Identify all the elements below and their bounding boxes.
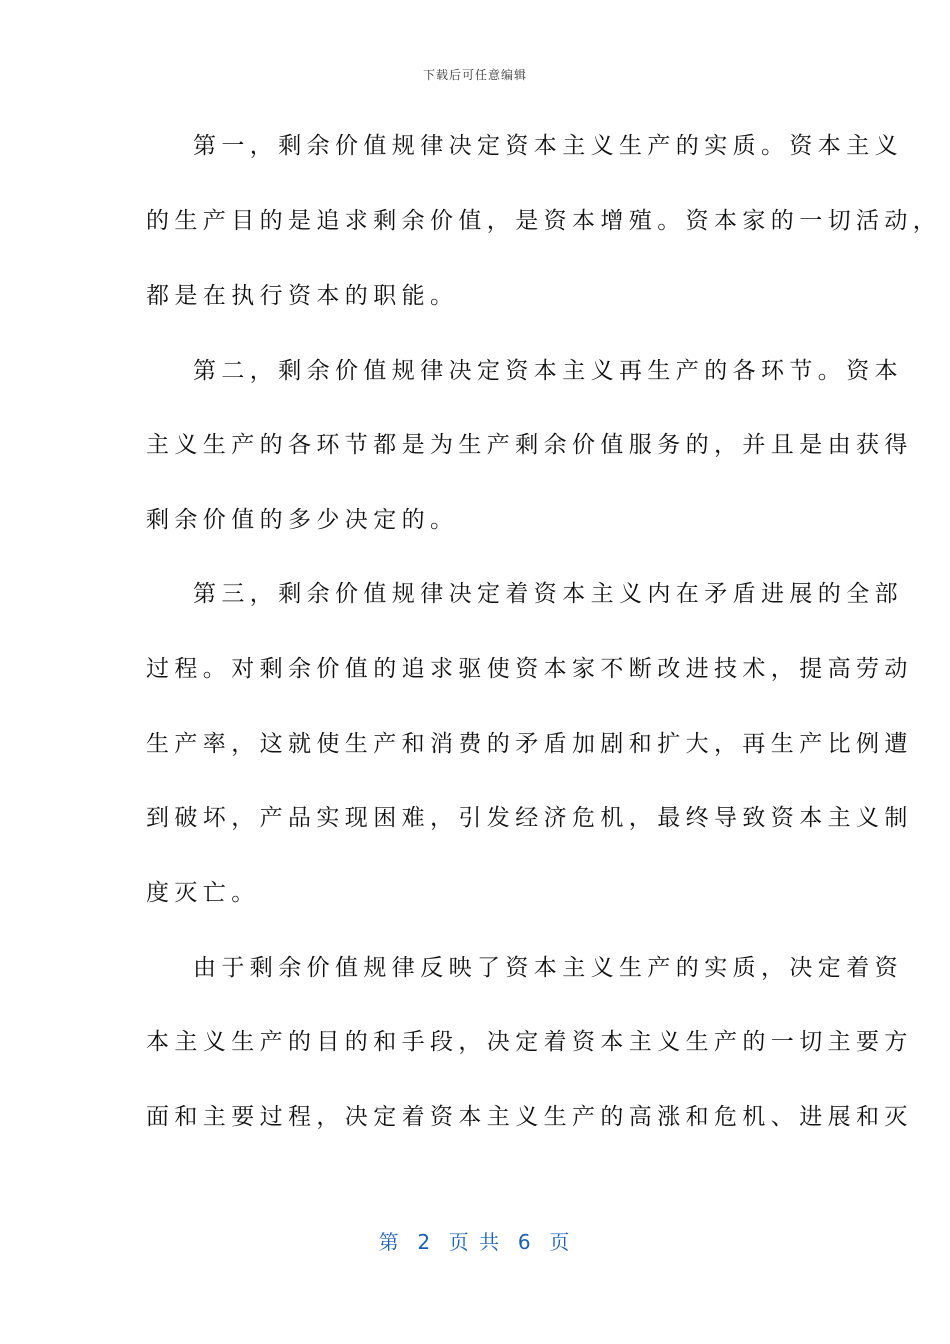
text-line: 度灭亡。 [146, 880, 260, 906]
text-line: 生产率，这就使生产和消费的矛盾加剧和扩大，再生产比例遭 [146, 731, 913, 757]
text-line: 本主义生产的目的和手段，决定着资本主义生产的一切主要方 [146, 1029, 913, 1055]
header-note: 下载后可任意编辑 [422, 68, 527, 82]
text-line: 剩余价值的多少决定的。 [146, 507, 459, 533]
text-line: 主义生产的各环节都是为生产剩余价值服务的，并且是由获得 [146, 432, 913, 458]
text-line: 第一，剩余价值规律决定资本主义生产的实质。资本主义 [193, 133, 903, 159]
text-line: 到破坏，产品实现困难，引发经济危机，最终导致资本主义制 [146, 805, 913, 831]
text-line: 由于剩余价值规律反映了资本主义生产的实质，决定着资 [193, 955, 903, 981]
text-line: 第二，剩余价值规律决定资本主义再生产的各环节。资本 [193, 358, 903, 384]
page-number-footer: 第 2 页 共 6 页 [378, 1230, 572, 1254]
text-line: 过程。对剩余价值的追求驱使资本家不断改进技术，提高劳动 [146, 656, 913, 682]
text-line: 都是在执行资本的职能。 [146, 283, 459, 309]
text-line: 面和主要过程，决定着资本主义生产的高涨和危机、进展和灭 [146, 1104, 913, 1130]
text-line: 的生产目的是追求剩余价值，是资本增殖。资本家的一切活动， [146, 208, 942, 234]
text-line: 第三，剩余价值规律决定着资本主义内在矛盾进展的全部 [193, 581, 903, 607]
